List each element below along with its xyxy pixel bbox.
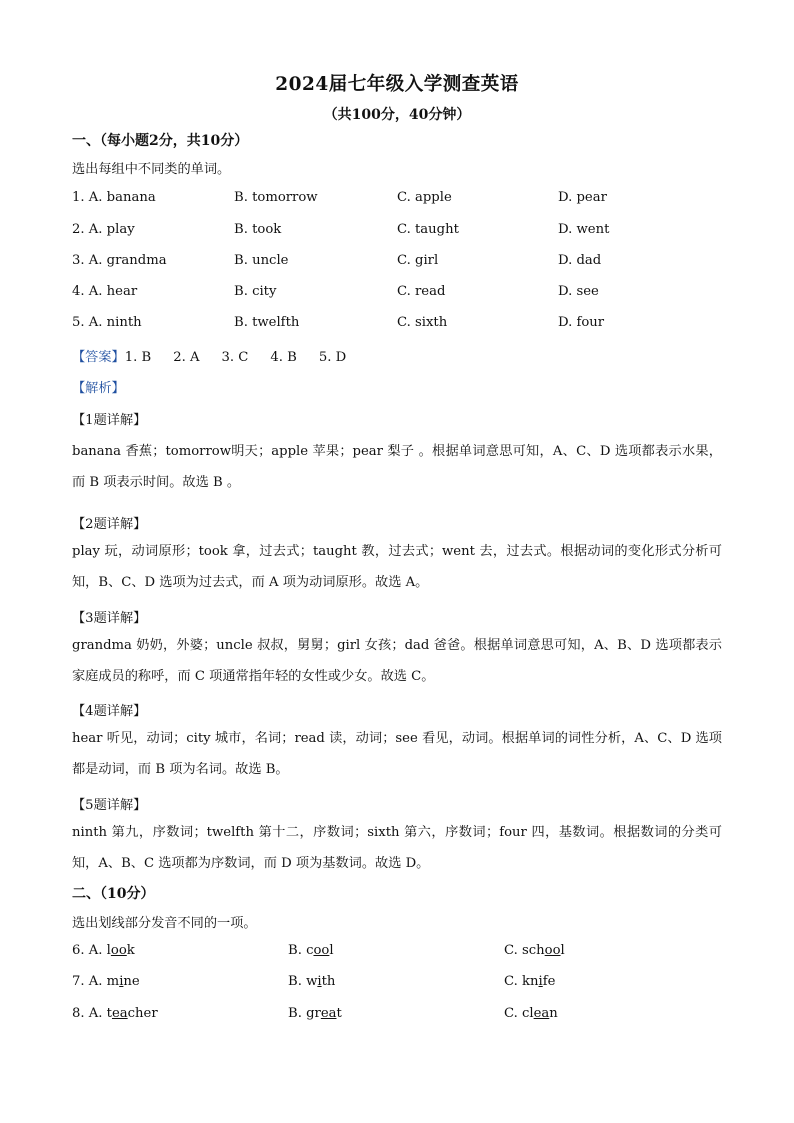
option-c (504, 974, 555, 989)
option-a: 4. A. hear (72, 284, 138, 299)
option-a (72, 974, 140, 989)
answer-item: 4. B (270, 350, 297, 365)
option-text: 7. A. m (72, 974, 120, 989)
option-text: l (560, 943, 565, 958)
option-text: t (336, 1006, 342, 1021)
option-text: C. sch (504, 943, 545, 958)
detail-text: ninth 第九，序数词；twelfth 第十二，序数词；sixth 第六，序数词；four 四，基数词。根据数词的分类可知，A、B、C 选项都为序数词，而 D 项为基数词。故选 D。 (72, 825, 722, 871)
detail-text: grandma 奶奶，外婆；uncle 叔叔，舅舅；girl 女孩；dad 爸爸。根据单词意思可知，A、B、D 选项都表示家庭成员的称呼，而 C 项通常指年轻的女性或少女。故选 C。 (72, 638, 722, 684)
option-a: 1. A. banana (72, 190, 156, 205)
answer-item: 2. A (173, 350, 200, 365)
option-b (288, 1006, 342, 1021)
option-text: k (126, 943, 135, 958)
section2-heading: 二、（10分） (72, 886, 155, 902)
option-d: D. went (558, 222, 610, 237)
page-title: 2024届七年级入学测查英语 (275, 74, 519, 95)
option-text: C. kn (504, 974, 539, 989)
option-a: 3. A. grandma (72, 253, 167, 268)
option-text: fe (542, 974, 556, 989)
analysis-label: 【解析】 (72, 381, 125, 396)
option-d: D. dad (558, 253, 602, 268)
option-a (72, 1006, 158, 1021)
option-d: D. pear (558, 190, 607, 205)
option-d: D. four (558, 315, 605, 330)
option-a: 2. A. play (72, 222, 135, 237)
option-text: 6. A. l (72, 943, 111, 958)
option-b: B. city (234, 284, 277, 299)
detail-label: 【3题详解】 (72, 611, 147, 626)
underlined-letters: ea (111, 1006, 128, 1021)
option-text: B. gr (288, 1006, 321, 1021)
underlined-letters: oo (110, 943, 127, 958)
page-subtitle: （共100分，40分钟） (323, 107, 471, 123)
underlined-letters: ea (320, 1006, 337, 1021)
option-text: th (321, 974, 336, 989)
section1-heading: 一、（每小题2分，共10分） (72, 133, 249, 149)
detail-label: 【1题详解】 (72, 413, 147, 428)
answer-item: 5. D (318, 350, 347, 365)
option-c: C. apple (397, 190, 452, 205)
option-b: B. twelfth (234, 315, 300, 330)
underlined-letters: oo (313, 943, 330, 958)
detail-text: hear 听见，动词；city 城市，名词；read 读，动词；see 看见，动词。根据单词的词性分析，A、C、D 选项都是动词，而 B 项为名词。故选 B。 (72, 731, 722, 777)
detail-label: 【4题详解】 (72, 704, 147, 719)
option-c (504, 943, 565, 958)
section1-instruction: 选出每组中不同类的单词。 (72, 162, 231, 177)
option-c: C. sixth (397, 315, 448, 330)
option-text: n (549, 1006, 558, 1021)
option-text: C. cl (504, 1006, 534, 1021)
option-text: 8. A. t (72, 1006, 112, 1021)
option-text: B. c (288, 943, 314, 958)
option-c: C. taught (397, 222, 459, 237)
option-text: l (329, 943, 334, 958)
option-text: cher (127, 1006, 158, 1021)
answer-line (72, 346, 368, 365)
option-b: B. took (234, 222, 282, 237)
option-b: B. tomorrow (234, 190, 318, 205)
option-c (504, 1006, 558, 1021)
detail-label: 【5题详解】 (72, 798, 147, 813)
detail-text: banana 香蕉；tomorrow明天；apple 苹果；pear 梨子 。根据单词意思可知，A、C、D 选项都表示水果，而 B 项表示时间。故选 B 。 (72, 444, 722, 490)
underlined-letters: i (538, 974, 543, 989)
detail-text: play 玩，动词原形；took 拿，过去式；taught 教，过去式；went 去，过去式。根据动词的变化形式分析可知，B、C、D 选项为过去式，而 A 项为动词原形。故选 A。 (72, 544, 722, 590)
option-text: ne (123, 974, 140, 989)
option-a (72, 943, 135, 958)
underlined-letters: i (119, 974, 124, 989)
answer-item: 1. B (124, 350, 152, 365)
option-b: B. uncle (234, 253, 289, 268)
detail-label: 【2题详解】 (72, 517, 147, 532)
option-a: 5. A. ninth (72, 315, 142, 330)
answer-label: 【答案】 (72, 350, 125, 365)
option-d: D. see (558, 284, 599, 299)
underlined-letters: ea (533, 1006, 550, 1021)
option-b (288, 943, 334, 958)
underlined-letters: oo (544, 943, 561, 958)
section2-instruction: 选出划线部分发音不同的一项。 (72, 916, 257, 931)
option-text: B. w (288, 974, 318, 989)
option-c: C. girl (397, 253, 439, 268)
underlined-letters: i (317, 974, 322, 989)
answer-item: 3. C (221, 350, 249, 365)
option-b (288, 974, 335, 989)
option-c: C. read (397, 284, 446, 299)
